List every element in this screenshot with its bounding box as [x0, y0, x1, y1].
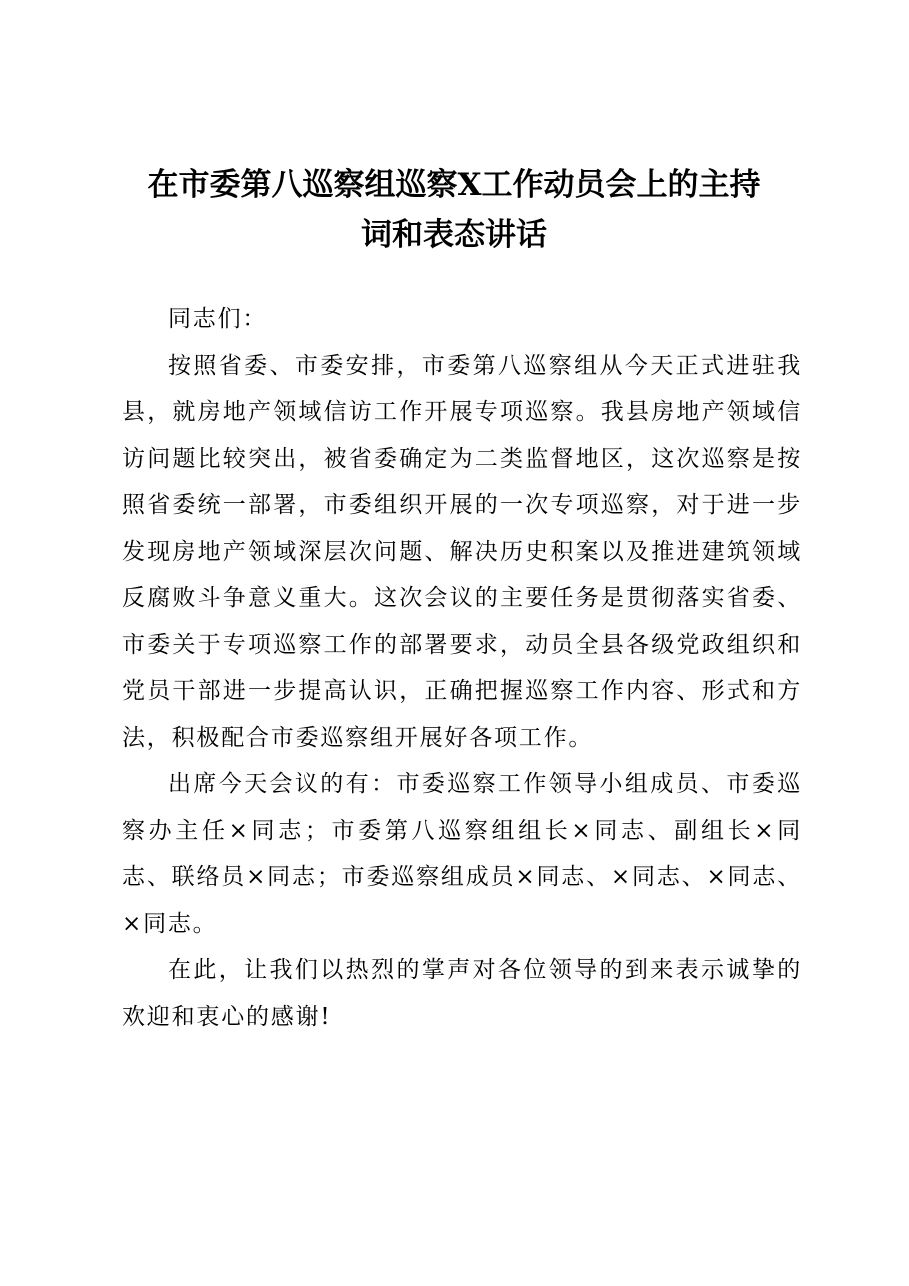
salutation-paragraph: 同志们：: [168, 306, 268, 332]
body-paragraph: 在此，让我们以热烈的掌声对各位领导的到来表示诚挚的欢迎和衷心的感谢!: [122, 957, 802, 1030]
body-paragraph: 按照省委、市委安排，市委第八巡察组从今天正式进驻我县，就房地产领域信访工作开展专项巡察。我县房地产领域信访问题比较突出，被省委确定为二类监督地区，这次巡察是按照省委统一部署，市委组织开展的一次专项巡察，对于进一步发现房地产领域深层次问题、解决历史积案以及推进建筑领域反腐败斗争意义重大。这次会议的主要任务是贯彻落实省委、市委关于专项巡察工作的部署要求，动员全县各级党政组织和党员干部进一步提高认识，正确把握巡察工作内容、形式和方法，积极配合市委巡察组开展好各项工作。: [122, 352, 802, 751]
document-title: [104, 160, 804, 260]
document-title-line-1: 在市委第八巡察组巡察X工作动员会上的主持: [147, 167, 761, 203]
document-title-line-2: 词和表态讲话: [361, 217, 547, 253]
document-body: [122, 296, 802, 1040]
body-paragraph: 出席今天会议的有：市委巡察工作领导小组成员、市委巡察办主任×同志；市委第八巡察组组长×同志、副组长×同志、联络员×同志；市委巡察组成员×同志、×同志、×同志、×同志。: [122, 771, 802, 937]
